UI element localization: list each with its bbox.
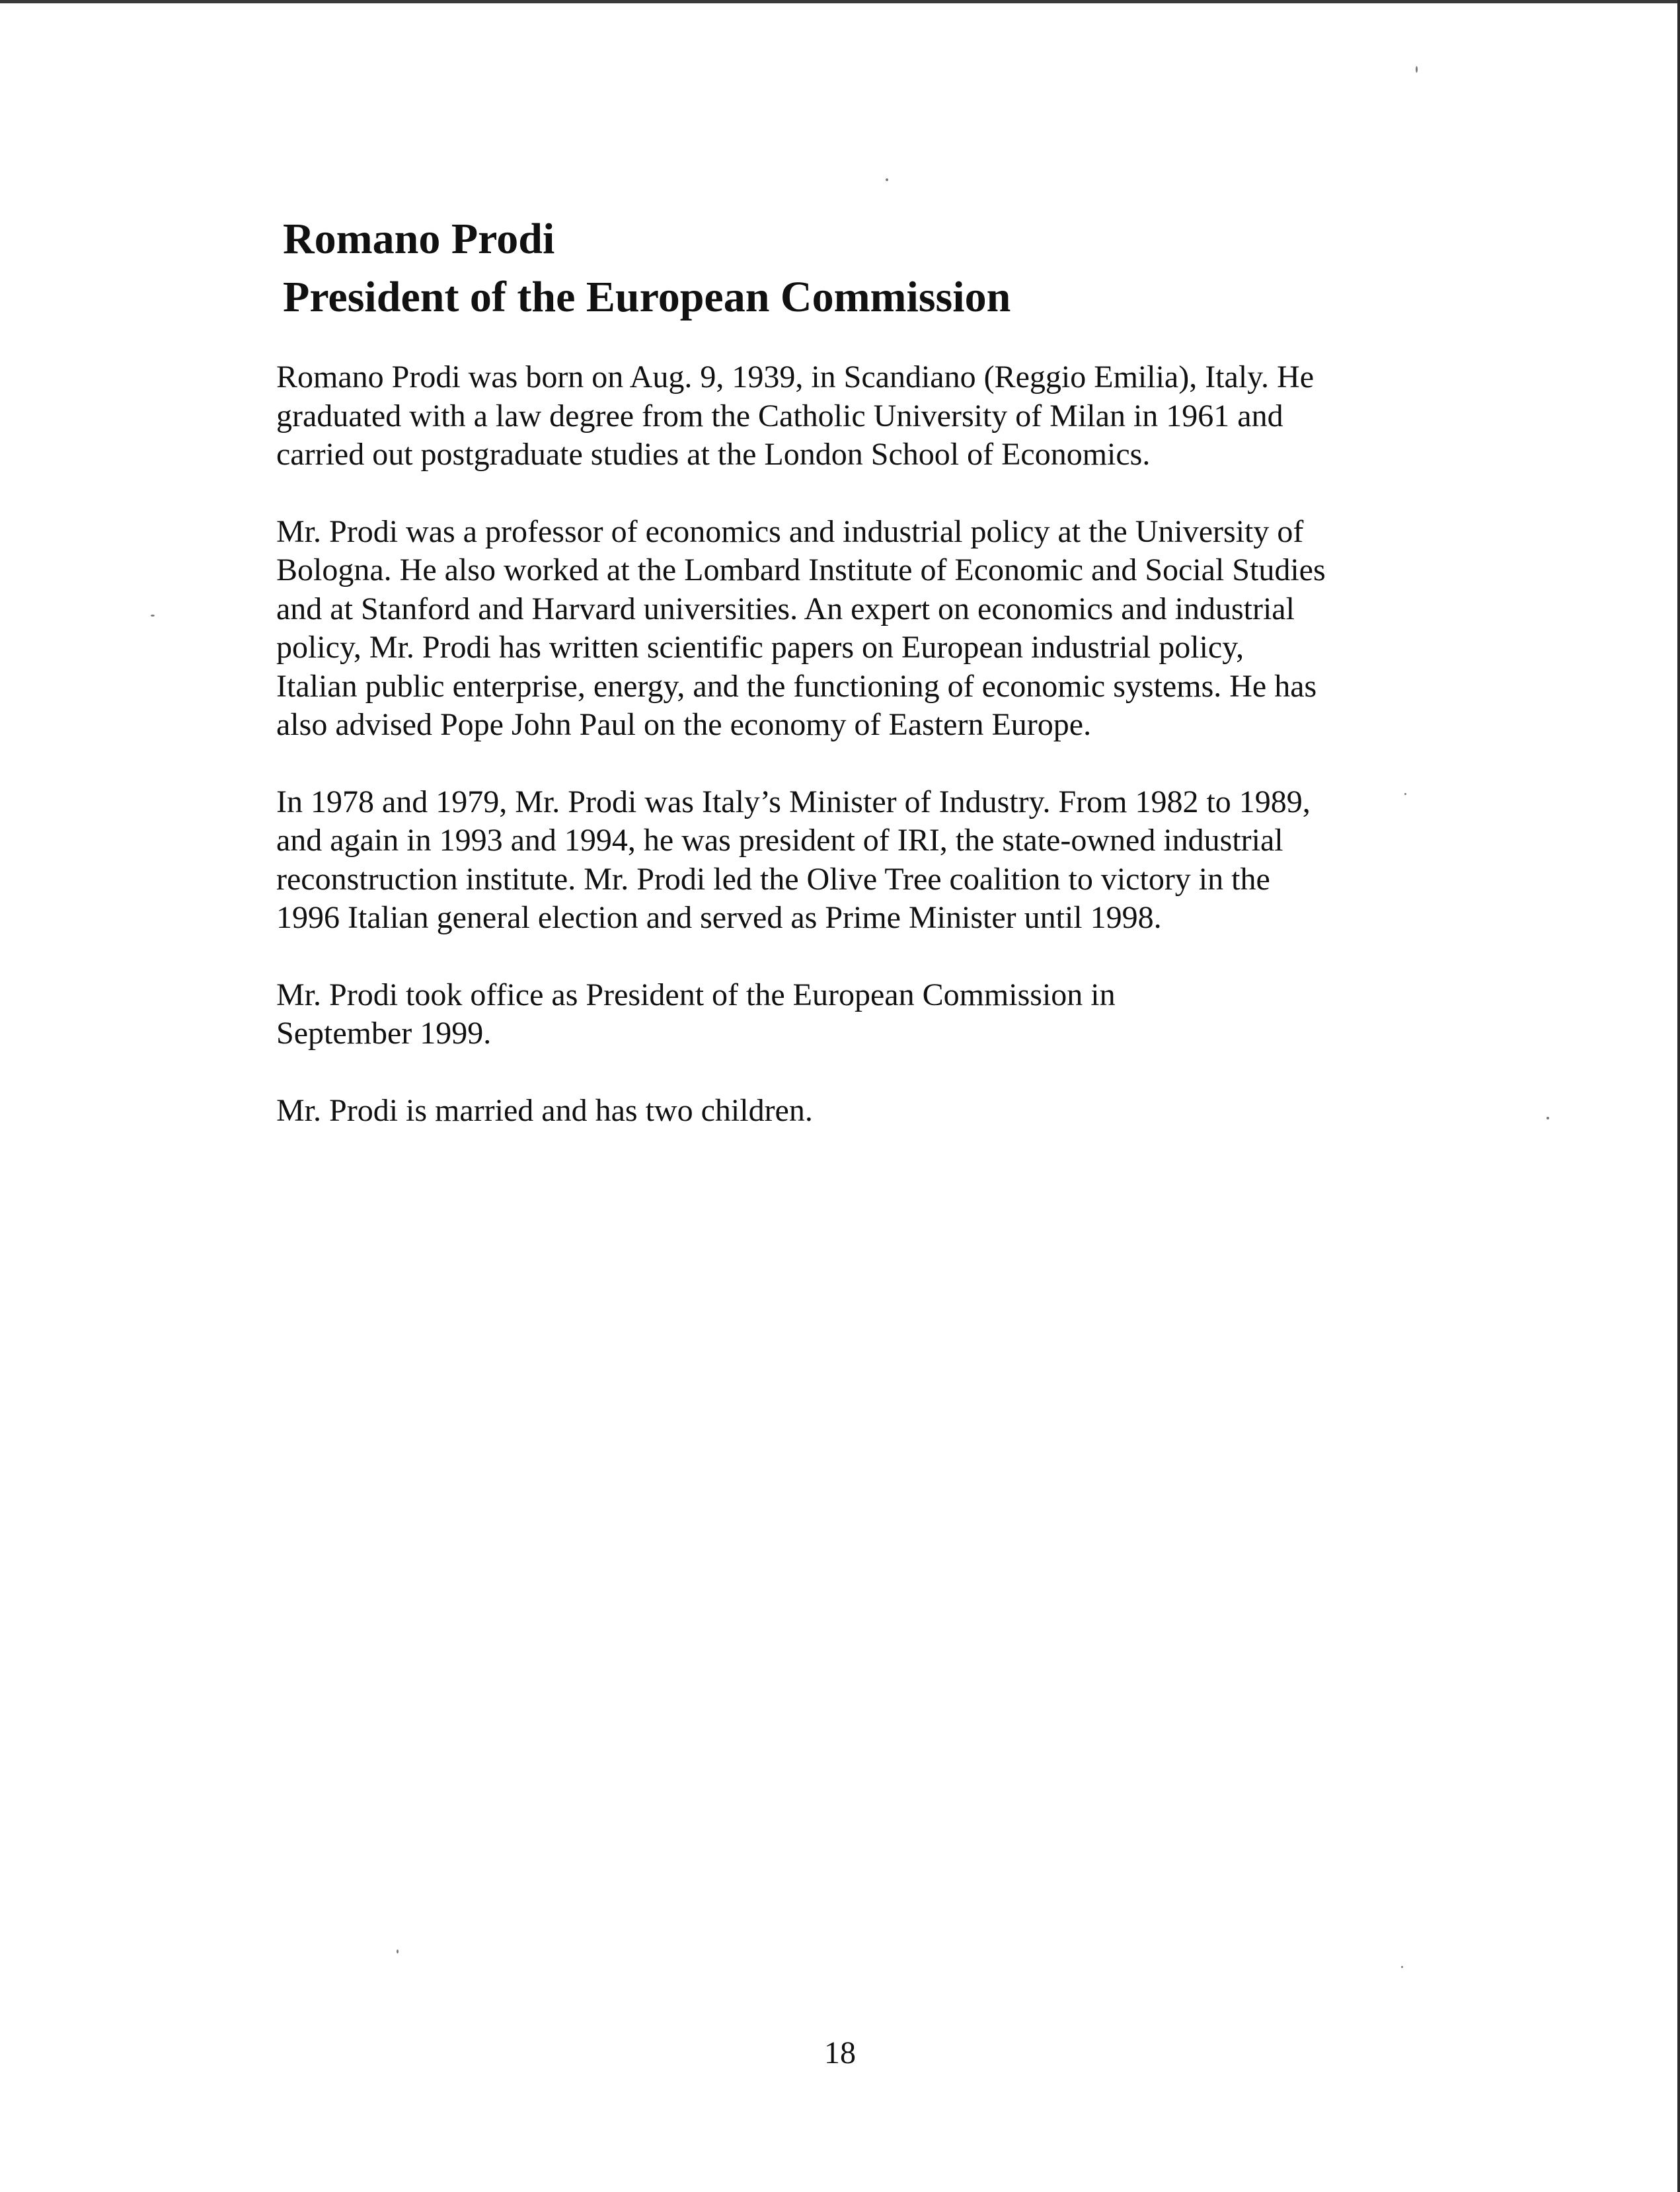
title-block [283,210,1472,326]
text-line: Italian public enterprise, energy, and the functioning of economic systems. He has [276,668,1317,704]
scan-speck [1416,66,1418,73]
text-line: September 1999. [276,1016,492,1051]
paragraph-education [276,358,1413,474]
scan-speck [397,1949,399,1953]
text-line: also advised Pope John Paul on the economy of Eastern Europe. [276,707,1092,742]
scan-right-border [1677,0,1680,2192]
paragraph-commission [276,976,1413,1053]
biography-body [276,358,1413,1168]
text-line: Romano Prodi was born on Aug. 9, 1939, in Scandiano (Reggio Emilia), Italy. He [276,359,1315,395]
text-line: Mr. Prodi is married and has two children. [276,1092,813,1128]
text-line: Mr. Prodi took office as President of the European Commission in [276,977,1116,1012]
text-line: carried out postgraduate studies at the London School of Economics. [276,437,1151,472]
scan-speck [886,178,888,181]
page-title: Romano Prodi [283,215,555,263]
text-line: reconstruction institute. Mr. Prodi led the Olive Tree coalition to victory in the [276,861,1270,897]
scan-speck [1401,1966,1403,1968]
text-line: Mr. Prodi was a professor of economics and industrial policy at the University of [276,513,1304,549]
text-line: policy, Mr. Prodi has written scientific papers on European industrial policy, [276,630,1244,665]
text-line: Bologna. He also worked at the Lombard Institute of Economic and Social Studies [276,552,1326,587]
text-line: graduated with a law degree from the Catholic University of Milan in 1961 and [276,398,1283,434]
paragraph-political-career [276,783,1413,938]
text-line: and again in 1993 and 1994, he was president of IRI, the state-owned industrial [276,823,1283,858]
scan-speck [1546,1117,1549,1119]
page-subtitle: President of the European Commission [283,273,1011,321]
paragraph-family [276,1092,1413,1131]
scan-speck [151,615,155,617]
text-line: In 1978 and 1979, Mr. Prodi was Italy’s Minister of Industry. From 1982 to 1989, [276,784,1311,819]
text-line: 1996 Italian general election and served as Prime Minister until 1998. [276,900,1162,935]
text-line: and at Stanford and Harvard universities. An expert on economics and industrial [276,591,1295,626]
paragraph-academic-career [276,513,1413,745]
scan-top-border [0,0,1680,3]
page-number: 18 [824,2035,856,2070]
